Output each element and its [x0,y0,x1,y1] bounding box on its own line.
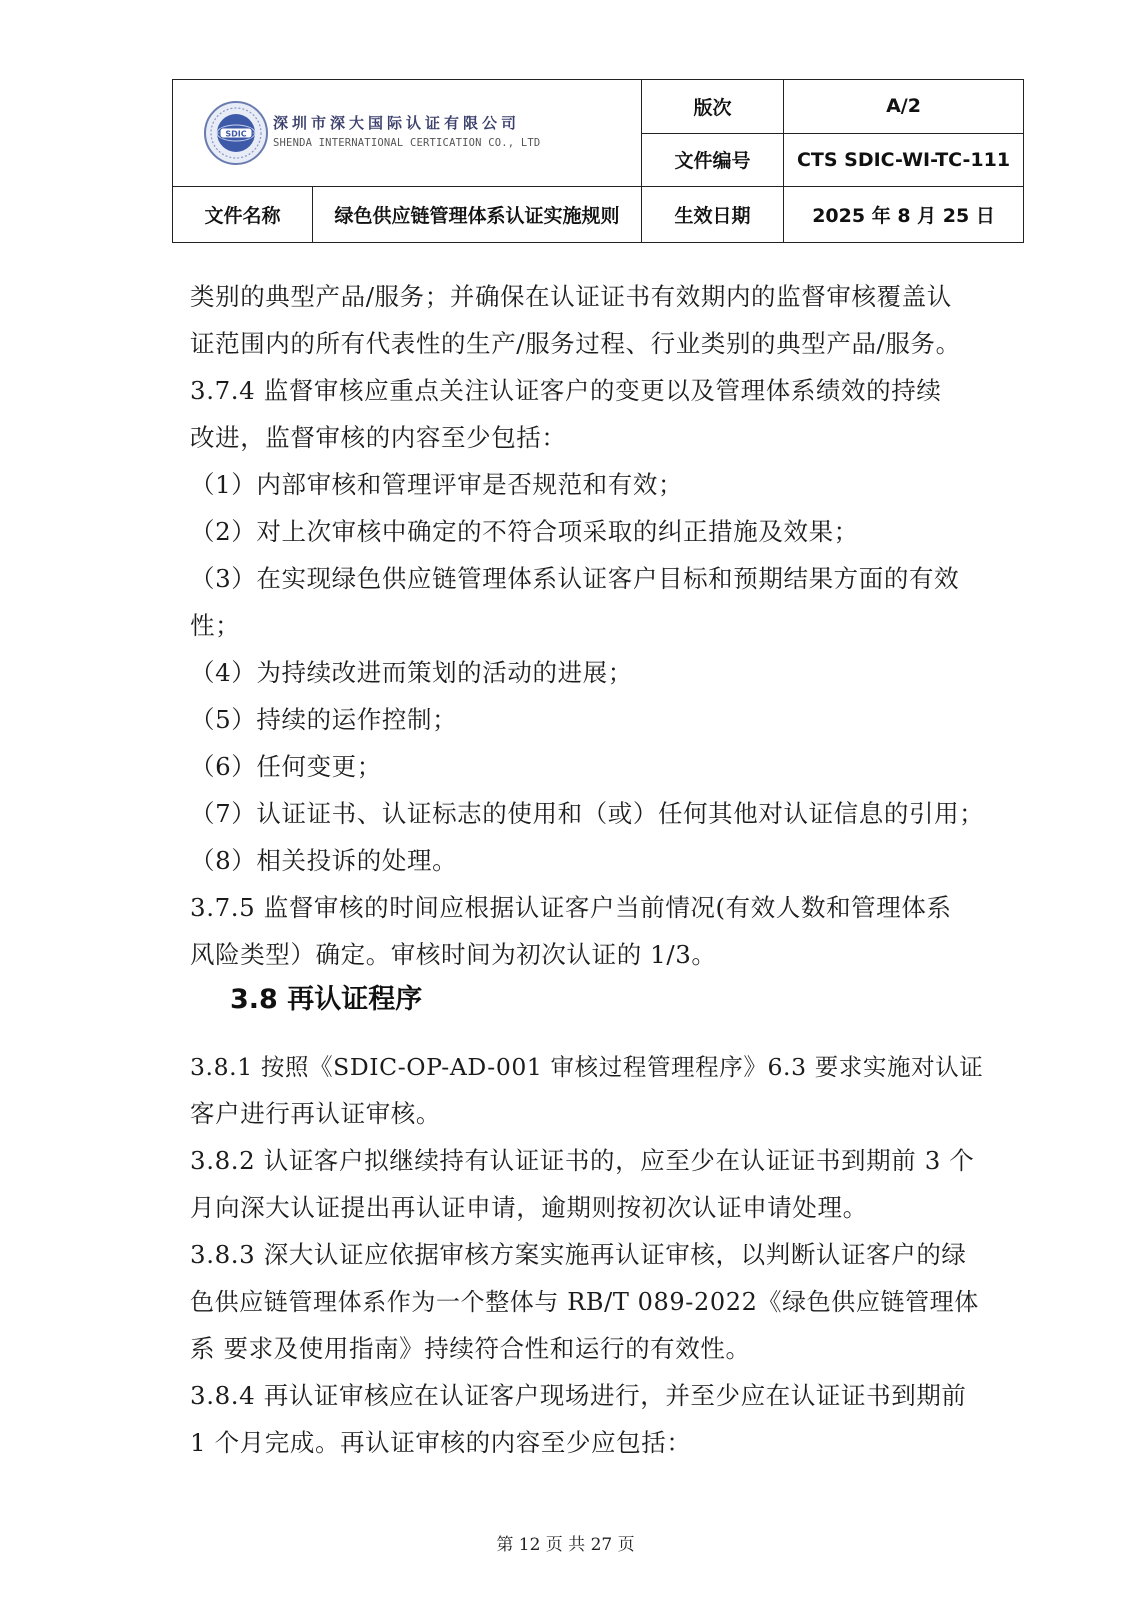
body-line: 客户进行再认证审核。 [190,1099,441,1128]
effective-date-label: 生效日期 [642,187,784,243]
body-line: 系 要求及使用指南》持续符合性和运行的有效性。 [190,1334,751,1363]
doc-name-value: 绿色供应链管理体系认证实施规则 [313,187,642,243]
body-line: 3.8.4 再认证审核应在认证客户现场进行，并至少应在认证证书到期前 [190,1381,967,1410]
body-line: （2）对上次审核中确定的不符合项采取的纠正措施及效果； [190,517,859,546]
doc-number-value: CTS SDIC-WI-TC-111 [784,133,1024,187]
logo-mark-text: SDIC [225,129,247,139]
body-line: 1 个月完成。再认证审核的内容至少应包括： [190,1428,692,1457]
body-line: （1）内部审核和管理评审是否规范和有效； [190,470,684,499]
body-line: 3.7.5 监督审核的时间应根据认证客户当前情况(有效人数和管理体系 [190,893,952,922]
body-line: 3.8.2 认证客户拟继续持有认证证书的，应至少在认证证书到期前 3 个 [190,1146,975,1175]
company-logo-cell [173,80,642,187]
body-line: 类别的典型产品/服务；并确保在认证证书有效期内的监督审核覆盖认 [190,282,952,311]
body-line: （7）认证证书、认证标志的使用和（或）任何其他对认证信息的引用； [190,799,985,828]
document-header-table [172,79,1024,243]
body-line: 3.7.4 监督审核应重点关注认证客户的变更以及管理体系绩效的持续 [190,376,942,405]
body-line: 3.8.3 深大认证应依据审核方案实施再认证审核，以判断认证客户的绿 [190,1240,967,1269]
doc-number-label: 文件编号 [642,133,784,187]
effective-date-value: 2025 年 8 月 25 日 [784,187,1024,243]
company-name-en: SHENDA INTERNATIONAL CERTICATION CO., LTD [273,136,541,149]
doc-name-label: 文件名称 [173,187,313,243]
body-line: （3）在实现绿色供应链管理体系认证客户目标和预期结果方面的有效 [190,564,960,593]
body-line: （5）持续的运作控制； [190,705,458,734]
body-line: 性； [190,611,241,640]
body-line: （6）任何变更； [190,752,382,781]
version-label: 版次 [642,80,784,134]
body-line: （8）相关投诉的处理。 [190,846,458,875]
section-heading: 3.8 再认证程序 [230,984,423,1015]
body-line: 改进，监督审核的内容至少包括： [190,423,567,452]
body-line: 色供应链管理体系作为一个整体与 RB/T 089-2022《绿色供应链管理体 [190,1288,979,1316]
body-line: 风险类型）确定。审核时间为初次认证的 1/3。 [190,940,717,969]
body-line: 证范围内的所有代表性的生产/服务过程、行业类别的典型产品/服务。 [190,329,961,358]
company-name-cn: 深圳市深大国际认证有限公司 [273,113,521,132]
company-logo-icon [203,100,269,166]
body-line: （4）为持续改进而策划的活动的进展； [190,658,633,687]
version-value: A/2 [784,80,1024,134]
body-line: 月向深大认证提出再认证申请，逾期则按初次认证申请处理。 [190,1193,868,1222]
body-line: 3.8.1 按照《SDIC-OP-AD-001 审核过程管理程序》6.3 要求实施对认证 [190,1053,984,1081]
page-footer: 第 12 页 共 27 页 [496,1535,635,1555]
